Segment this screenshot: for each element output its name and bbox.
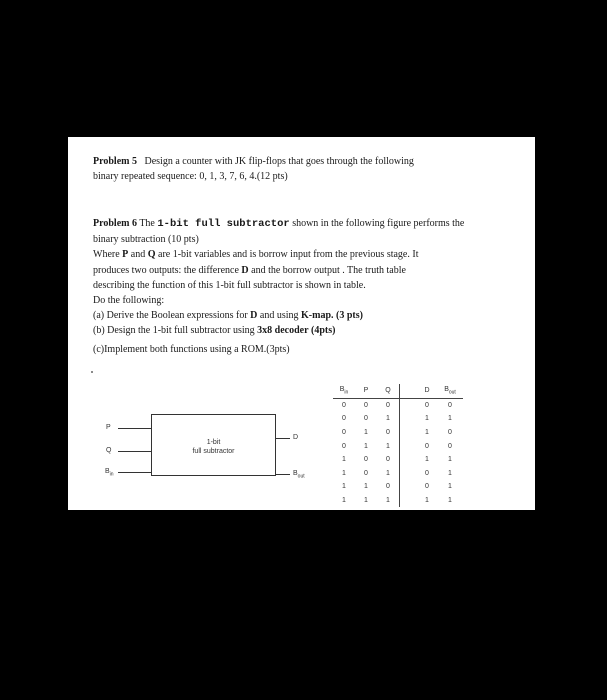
header-bout-sub: out <box>448 389 456 396</box>
cell: 1 <box>364 483 368 491</box>
table-row <box>333 494 463 508</box>
cell: 0 <box>342 415 346 423</box>
cell: 1 <box>386 442 390 450</box>
line-3-b: and <box>130 249 146 261</box>
cell: 1 <box>342 456 346 464</box>
item-a-mid: and using <box>259 310 299 322</box>
header-p: P <box>363 387 369 395</box>
cell: 0 <box>386 456 390 464</box>
problem-6-line-6: Do the following: <box>93 295 165 307</box>
var-d: D <box>241 264 249 276</box>
header-bout <box>437 384 463 398</box>
var-p: P <box>122 249 129 261</box>
cell: 1 <box>342 497 346 505</box>
line-4-b: and the borrow output . The truth table <box>251 264 406 276</box>
cell: 0 <box>448 442 452 450</box>
cell: 0 <box>364 469 368 477</box>
cell: 1 <box>386 415 390 423</box>
input-p-label: P <box>106 424 111 431</box>
separator-cell <box>400 412 418 426</box>
cell: 0 <box>342 429 346 437</box>
cell: 1 <box>425 497 429 505</box>
output-d-label: D <box>293 434 299 441</box>
table-row <box>333 398 463 412</box>
separator-cell <box>400 480 418 494</box>
cell: 0 <box>425 442 429 450</box>
cell: 1 <box>448 497 452 505</box>
header-bin-sub: in <box>344 389 349 396</box>
output-bout-label <box>293 470 305 479</box>
cell: 0 <box>425 401 429 409</box>
header-q: Q <box>385 387 391 395</box>
line-3-a: Where <box>93 249 120 261</box>
wire-bout <box>276 474 290 475</box>
column-separator <box>400 384 418 398</box>
item-b-decoder: 3x8 decoder <box>257 325 309 337</box>
cell: 0 <box>448 401 452 409</box>
cell: 1 <box>364 442 368 450</box>
truth-table <box>333 384 483 507</box>
output-bout-sub: out <box>297 473 305 480</box>
separator-cell <box>400 494 418 508</box>
block-label-line-1: 1-bit <box>206 439 221 446</box>
line-3-c: are 1-bit variables and is borrow input from the previous stage. It <box>158 249 419 261</box>
cell: 1 <box>386 497 390 505</box>
cell: 1 <box>342 469 346 477</box>
input-bin-label <box>105 468 114 477</box>
truth-table-header <box>333 384 463 398</box>
header-bout-main: B <box>444 386 449 394</box>
header-bin-main: B <box>339 386 345 394</box>
output-bout-main: B <box>293 470 298 477</box>
line-4-a: produces two outputs: the difference <box>93 264 239 276</box>
table-row <box>333 467 463 481</box>
cell: 1 <box>425 429 429 437</box>
table-row <box>333 480 463 494</box>
wire-q <box>118 451 151 452</box>
var-q: Q <box>147 249 156 261</box>
cell: 1 <box>448 456 452 464</box>
wire-p <box>118 428 151 429</box>
problem-5 <box>93 154 523 184</box>
input-bin-sub: in <box>109 471 114 478</box>
separator-cell <box>400 439 418 453</box>
cell: 0 <box>386 401 390 409</box>
cell: 0 <box>364 401 368 409</box>
cell: 1 <box>425 415 429 423</box>
cell: 0 <box>448 429 452 437</box>
cell: 1 <box>364 497 368 505</box>
item-a-d: D <box>250 310 258 322</box>
cell: 0 <box>364 456 368 464</box>
item-b-pre: (b) Design the 1-bit full subtractor using <box>93 325 255 337</box>
block-label-line-2: full subtractor <box>192 448 235 455</box>
input-bin-main: B <box>105 468 110 475</box>
subtractor-term: 1-bit full subtractor <box>157 218 290 230</box>
wire-bin <box>118 472 151 473</box>
cell: 1 <box>448 415 452 423</box>
cell: 0 <box>386 483 390 491</box>
block-label <box>151 438 276 456</box>
problem-6-label: Problem 6 <box>93 218 137 229</box>
item-a-pre: (a) Derive the Boolean expressions for <box>93 310 248 322</box>
cell: 1 <box>386 469 390 477</box>
stray-dot <box>91 371 93 373</box>
problem-6-line-5: describing the function of this 1-bit full subtractor is shown in table. <box>93 279 366 291</box>
cell: 1 <box>364 429 368 437</box>
item-b-pts: (4pts) <box>311 325 336 337</box>
item-a-pts: (3 pts) <box>336 310 363 322</box>
wire-d <box>276 438 290 439</box>
table-row <box>333 412 463 426</box>
problem-6-item-c: (c)Implement both functions using a ROM.(3pts) <box>93 343 290 355</box>
separator-cell <box>400 467 418 481</box>
header-bin <box>333 384 355 398</box>
truth-table-grid <box>333 384 463 507</box>
cell: 0 <box>342 442 346 450</box>
header-d: D <box>424 387 430 395</box>
cell: 0 <box>386 429 390 437</box>
problem-6-intro: The <box>139 218 155 229</box>
cell: 1 <box>425 456 429 464</box>
cell: 0 <box>425 483 429 491</box>
separator-cell <box>400 426 418 440</box>
cell: 1 <box>448 483 452 491</box>
problem-6 <box>93 216 523 357</box>
problem-5-label: Problem 5 <box>93 156 137 167</box>
separator-cell <box>400 398 418 412</box>
input-q-label: Q <box>106 447 112 454</box>
cell: 0 <box>342 401 346 409</box>
cell: 1 <box>448 469 452 477</box>
item-a-kmap: K-map. <box>301 310 334 322</box>
cell: 0 <box>425 469 429 477</box>
cell: 1 <box>342 483 346 491</box>
cell: 0 <box>364 415 368 423</box>
table-row <box>333 453 463 467</box>
problem-6-intro-end: shown in the following figure performs the <box>292 218 465 229</box>
separator-cell <box>400 453 418 467</box>
table-row <box>333 426 463 440</box>
problem-5-line-1: Design a counter with JK flip-flops that goes through the following <box>144 156 414 167</box>
table-row <box>333 439 463 453</box>
problem-6-line-2: binary subtraction (10 pts) <box>93 234 199 246</box>
problem-5-line-2: binary repeated sequence: 0, 1, 3, 7, 6, 4.(12 pts) <box>93 171 288 182</box>
